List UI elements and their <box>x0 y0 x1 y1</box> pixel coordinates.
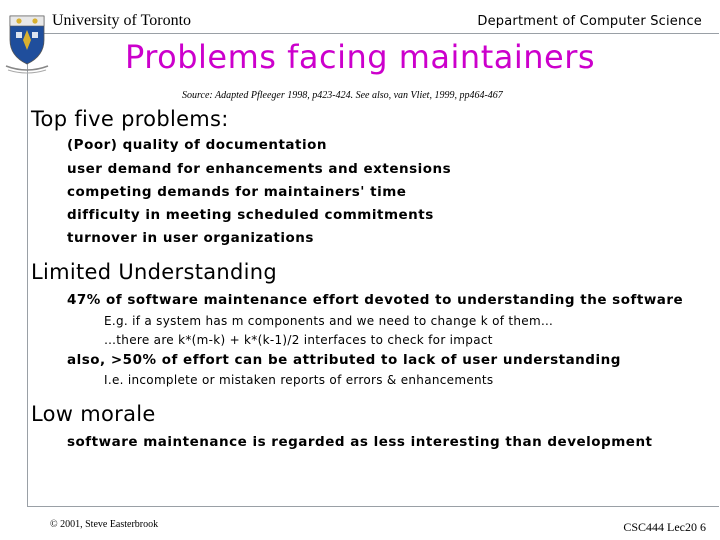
university-name: University of Toronto <box>52 12 192 29</box>
heading-limited-understanding: Limited Understanding <box>31 260 278 284</box>
slide-title: Problems facing maintainers <box>124 38 596 76</box>
course-lecture-number: CSC444 Lec20 6 <box>623 520 706 534</box>
point-morale: software maintenance is regarded as less interesting than development <box>67 434 653 450</box>
heading-top-five-problems: Top five problems: <box>31 107 229 131</box>
heading-low-morale: Low morale <box>31 402 156 426</box>
point-50-percent: also, >50% of effort can be attributed to lack of user understanding <box>67 352 621 368</box>
list-item: difficulty in meeting scheduled commitments <box>67 207 434 223</box>
point-47-percent: 47% of software maintenance effort devoted to understanding the software <box>67 292 684 308</box>
copyright-notice: © 2001, Steve Easterbrook <box>50 519 159 530</box>
source-citation: Source: Adapted Pfleeger 1998, p423-424. See also, van Vliet, 1999, pp464-467 <box>182 90 503 101</box>
list-item: user demand for enhancements and extensions <box>67 161 452 177</box>
subpoint-example: E.g. if a system has m components and we need to change k of them… <box>104 314 554 328</box>
list-item: turnover in user organizations <box>67 230 314 246</box>
list-item: (Poor) quality of documentation <box>67 137 327 153</box>
department-name: Department of Computer Science <box>477 14 702 29</box>
list-item: competing demands for maintainers' time <box>67 184 407 200</box>
subpoint-incomplete-reports: I.e. incomplete or mistaken reports of errors & enhancements <box>104 373 494 387</box>
subpoint-interfaces: …there are k*(m-k) + k*(k-1)/2 interfaces to check for impact <box>104 333 493 347</box>
